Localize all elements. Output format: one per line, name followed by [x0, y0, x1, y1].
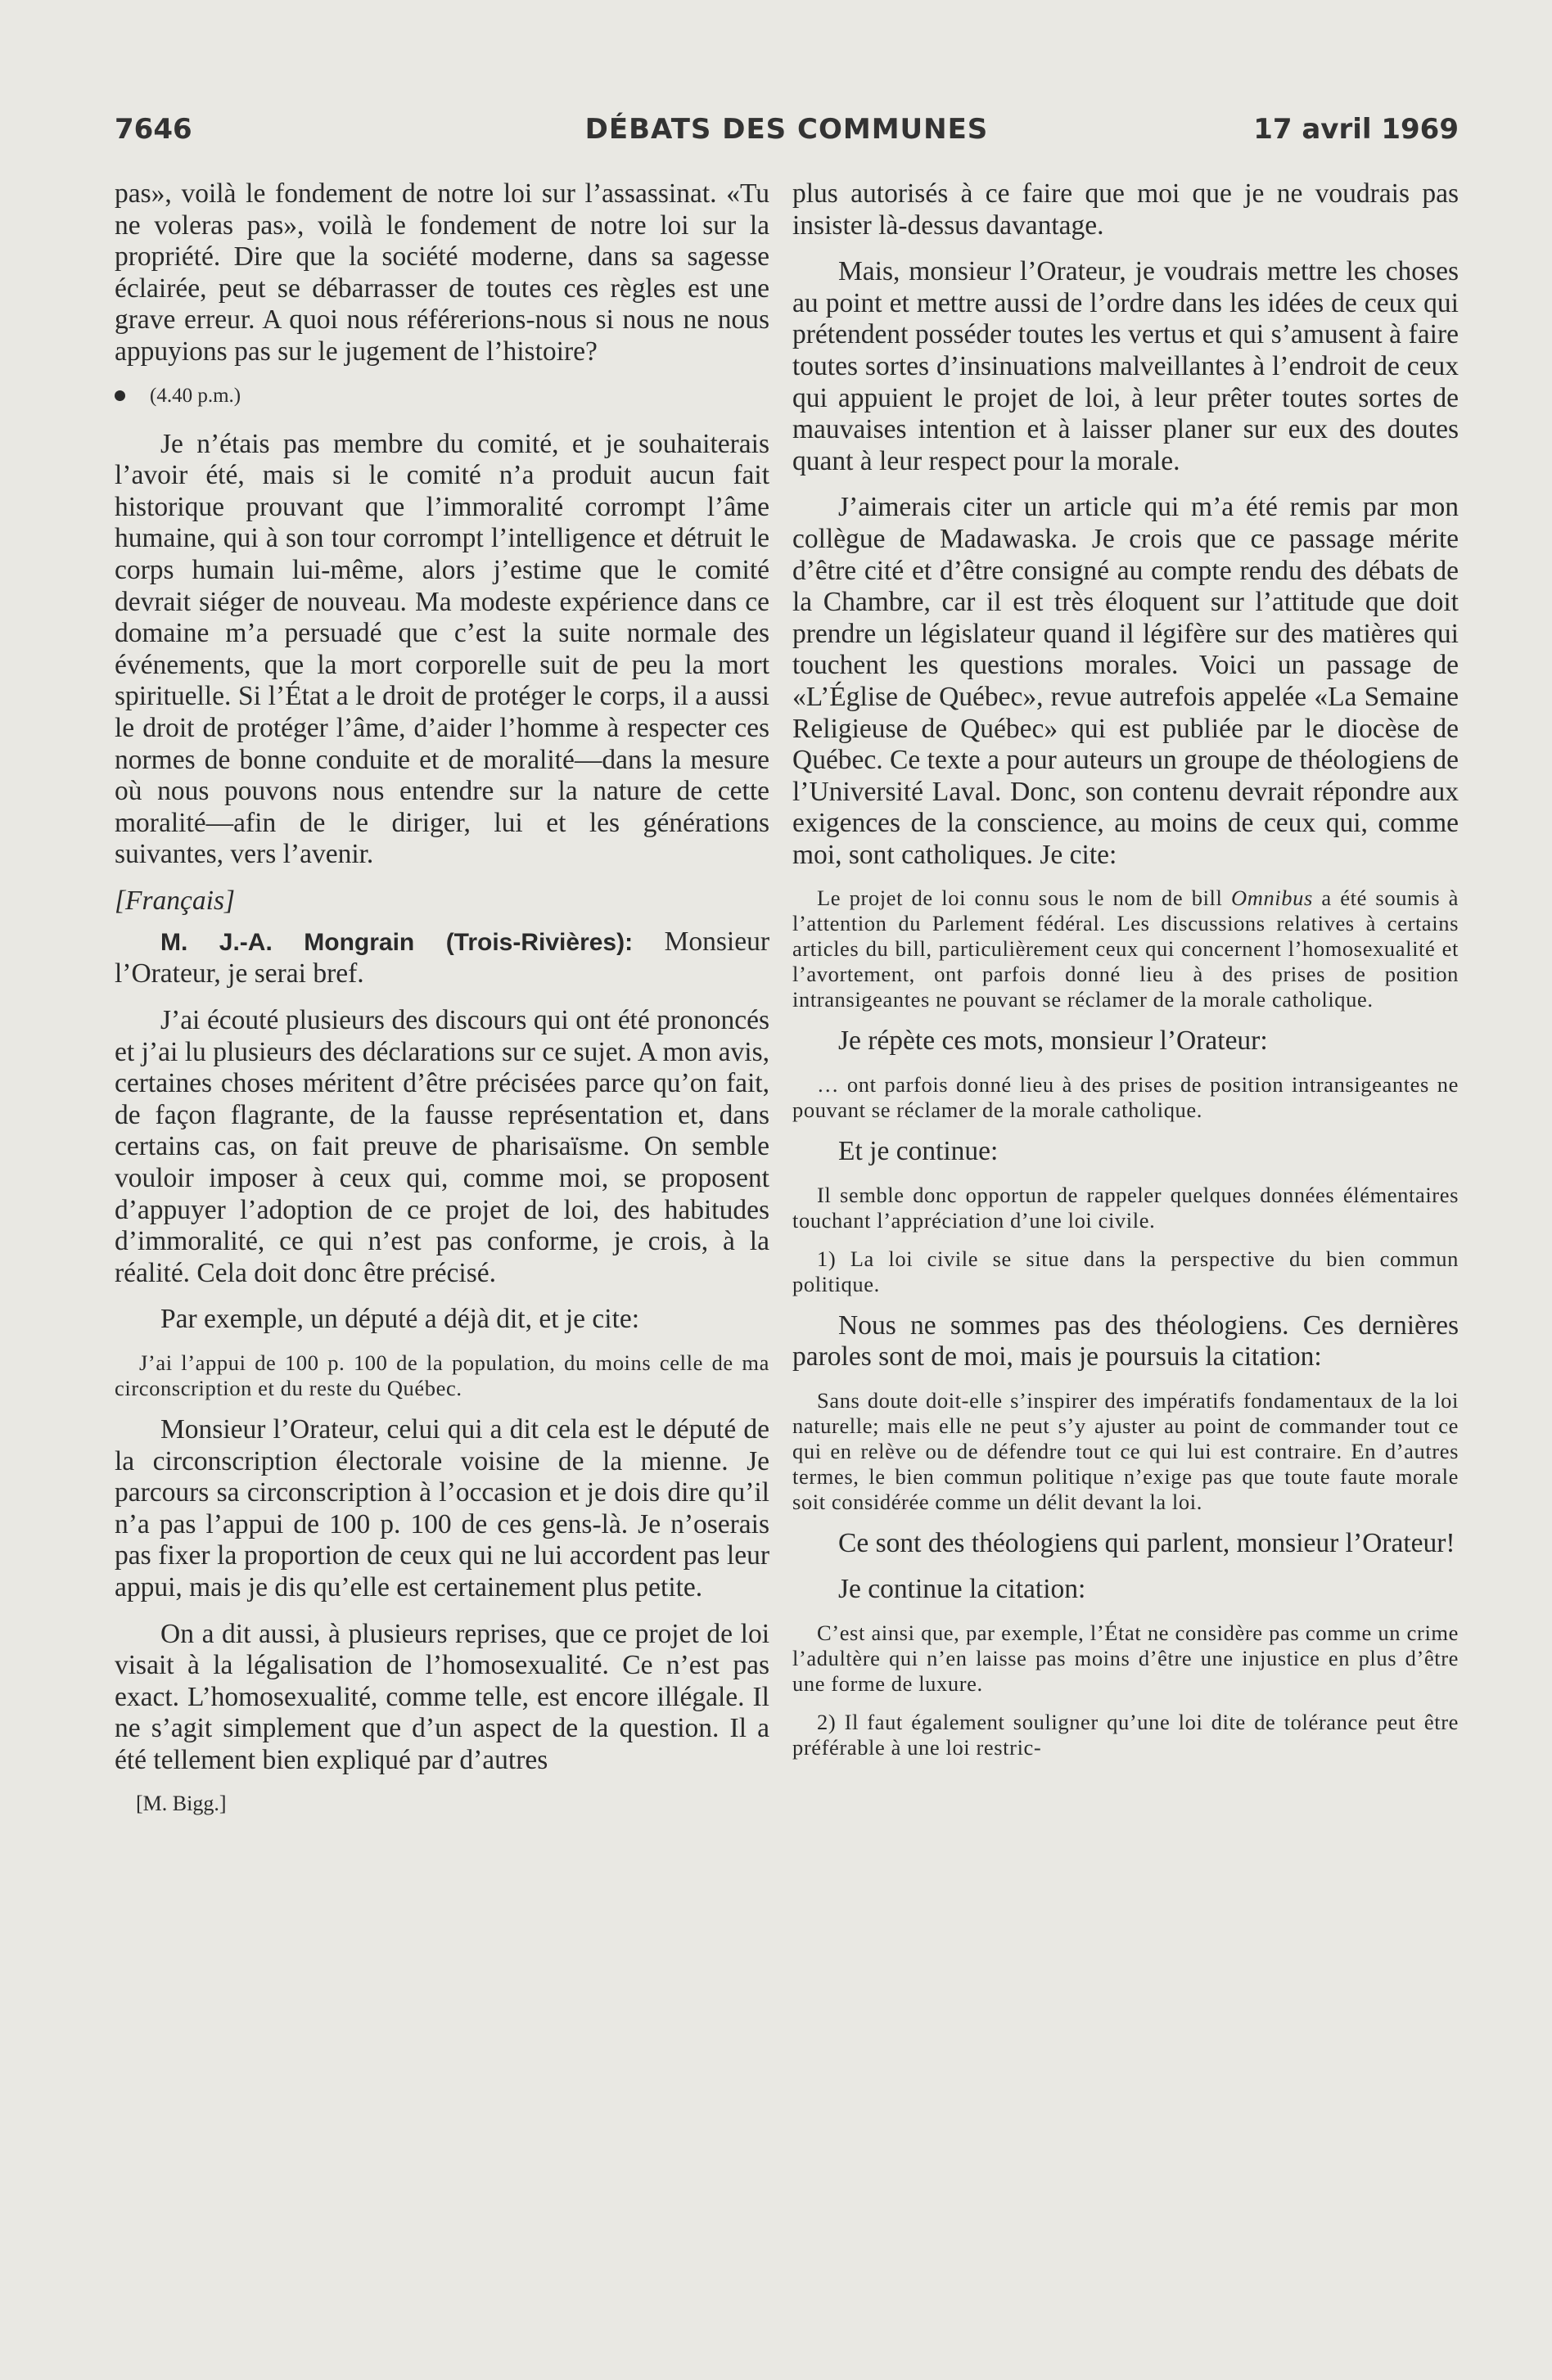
left-column	[115, 178, 769, 1816]
page-number: 7646	[115, 113, 192, 146]
page-date: 17 avril 1969	[1253, 113, 1459, 146]
timestamp-text: (4.40 p.m.)	[150, 384, 241, 407]
speaker-paragraph	[115, 926, 769, 990]
paragraph: plus autorisés à ce faire que moi que je ne voudrais pas insister là-dessus davantage.	[792, 178, 1459, 241]
paragraph: Ce sont des théologiens qui parlent, monsieur l’Orateur!	[838, 1527, 1455, 1558]
paragraph: Mais, monsieur l’Orateur, je voudrais mettre les choses au point et mettre aussi de l’ordre dans les idées de ceux qui prétendent posséder toutes les vertus et qui s’amusent à faire toutes sortes d’insinuations malveillantes à l’endroit de ceux qui appuient le projet de loi, à leur prêter toutes sortes de mauvaises intention et à laisser planer sur eux des doutes quant à leur respect pour la morale.	[792, 256, 1459, 476]
quotation: J’ai l’appui de 100 p. 100 de la population, du moins celle de ma circonscription et du reste du Québec.	[115, 1350, 769, 1400]
paragraph: Monsieur l’Orateur, celui qui a dit cela est le député de la circonscription électorale voisine de la mienne. Je parcours sa circonscription à l’occasion et je dois dire qu’il n’a pas l’appui de 100 p. 100 de ces gens-là. Je n’oserais pas fixer la proportion de ceux qui ne lui accordent pas leur appui, mais je dis qu’elle est certainement plus petite.	[115, 1414, 769, 1602]
paragraph: J’ai écouté plusieurs des discours qui ont été prononcés et j’ai lu plusieurs des déclarations sur ce sujet. A mon avis, certaines choses méritent d’être précisées parce qu’on fait, de façon flagrante, de la fausse représentation et, dans certains cas, on fait preuve de pharisaïsme. On semble vouloir imposer à ceux qui, comme moi, se proposent d’appuyer l’adoption de ce projet de loi, des habitudes d’immoralité, ce qui n’est pas conforme, je crois, à la réalité. Cela doit donc être précisé.	[115, 1005, 769, 1288]
speaker-text: Monsieur l’Orateur, je serai bref.	[115, 926, 769, 989]
quote-emphasis: Omnibus	[1230, 886, 1313, 911]
quote-text: a été soumis à l’attention du Parlement fédéral. Les discussions relatives à certains articles du bill, particulièrement ceux qui concernent l’homosexualité et l’avortement, ont parfois donné lieu à des prises de position intransigeantes ne pouvant se réclamer de la morale catholique.	[792, 886, 1459, 1012]
page-title: DÉBATS DES COMMUNES	[584, 113, 989, 146]
paragraph: Par exemple, un député a déjà dit, et je cite:	[160, 1304, 640, 1335]
speaker-name: M. J.-A. Mongrain (Trois-Rivières):	[160, 928, 634, 956]
paragraph: Je n’étais pas membre du comité, et je souhaiterais l’avoir été, mais si le comité n’a produit aucun fait historique prouvant que l’immoralité corrompt l’âme humaine, qui à son tour corrompt l’intelligence et détruit le corps humain lui-même, alors j’estime que le comité devrait siéger de nouveau. Ma modeste expérience dans ce domaine m’a persuadé que c’est la suite normale des événements, que la mort corporelle suit de peu la mort spirituelle. Si l’État a le droit de protéger le corps, il a aussi le droit de protéger l’âme, d’aider l’homme à respecter ces normes de bonne conduite et de moralité—dans la mesure où nous pouvons nous entendre sur la nature de cette moralité—afin de le diriger, lui et les générations suivantes, vers l’avenir.	[115, 428, 769, 870]
quotation: Sans doute doit-elle s’inspirer des impératifs fondamentaux de la loi naturelle; mais elle ne peut s’y ajuster au point de commander tout ce qui en relève ou de défendre tout ce qui lui est contraire. En d’autres termes, le bien commun politique n’exige pas que toute faute morale soit considérée comme un délit devant la loi.	[792, 1387, 1459, 1514]
quote-text: Le projet de loi connu sous le nom de bill	[817, 886, 1231, 911]
paragraph: Et je continue:	[838, 1136, 999, 1167]
quotation: Il semble donc opportun de rappeler quelques données élémentaires touchant l’appréciation d’une loi civile.	[792, 1182, 1459, 1233]
paragraph: Je continue la citation:	[838, 1574, 1086, 1605]
quotation: C’est ainsi que, par exemple, l’État ne considère pas comme un crime l’adultère qui n’en laisse pas moins d’être une injustice en plus d’être une forme de luxure.	[792, 1620, 1459, 1697]
quotation: … ont parfois donné lieu à des prises de position intransigeantes ne pouvant se réclamer de la morale catholique.	[792, 1072, 1459, 1123]
language-marker: [Français]	[115, 885, 236, 916]
paragraph: On a dit aussi, à plusieurs reprises, que ce projet de loi visait à la légalisation de l’homosexualité. Ce n’est pas exact. L’homosexualité, comme telle, est encore illégale. Il ne s’agit simplement que d’un aspect de la question. Il a été tellement bien expliqué par d’autres	[115, 1618, 769, 1775]
paragraph: Nous ne sommes pas des théologiens. Ces dernières paroles sont de moi, mais je poursuis la citation:	[792, 1309, 1459, 1373]
timestamp	[115, 385, 769, 408]
quotation: 2) Il faut également souligner qu’une loi dite de tolérance peut être préférable à une loi restric-	[792, 1710, 1459, 1760]
quotation: 1) La loi civile se situe dans la perspective du bien commun politique.	[792, 1246, 1459, 1296]
quotation	[792, 886, 1459, 1012]
page-header	[115, 105, 1459, 154]
bullet-icon	[115, 390, 125, 401]
paragraph: Je répète ces mots, monsieur l’Orateur:	[838, 1025, 1268, 1057]
speaker-reference: [M. Bigg.]	[136, 1791, 227, 1815]
right-column	[792, 178, 1459, 1774]
paragraph: J’aimerais citer un article qui m’a été remis par mon collègue de Madawaska. Je crois que ce passage mérite d’être cité et d’être consigné au compte rendu des débats de la Chambre, car il est très éloquent sur l’attitude que doit prendre un législateur quand il légifère sur des matières qui touchent les questions morales. Voici un passage de «L’Église de Québec», revue autrefois appelée «La Semaine Religieuse de Québec» qui est publiée par le diocèse de Québec. Ce texte a pour auteurs un groupe de théologiens de l’Université Laval. Donc, son contenu devrait répondre aux exigences de la conscience, au moins de ceux qui, comme moi, sont catholiques. Je cite:	[792, 492, 1459, 870]
paragraph: pas», voilà le fondement de notre loi sur l’assassinat. «Tu ne voleras pas», voilà le fondement de notre loi sur la propriété. Dire que la société moderne, dans sa sagesse éclairée, peut se débarrasser de toutes ces règles est une grave erreur. A quoi nous référerions-nous si nous ne nous appuyions pas sur le jugement de l’histoire?	[115, 178, 769, 367]
